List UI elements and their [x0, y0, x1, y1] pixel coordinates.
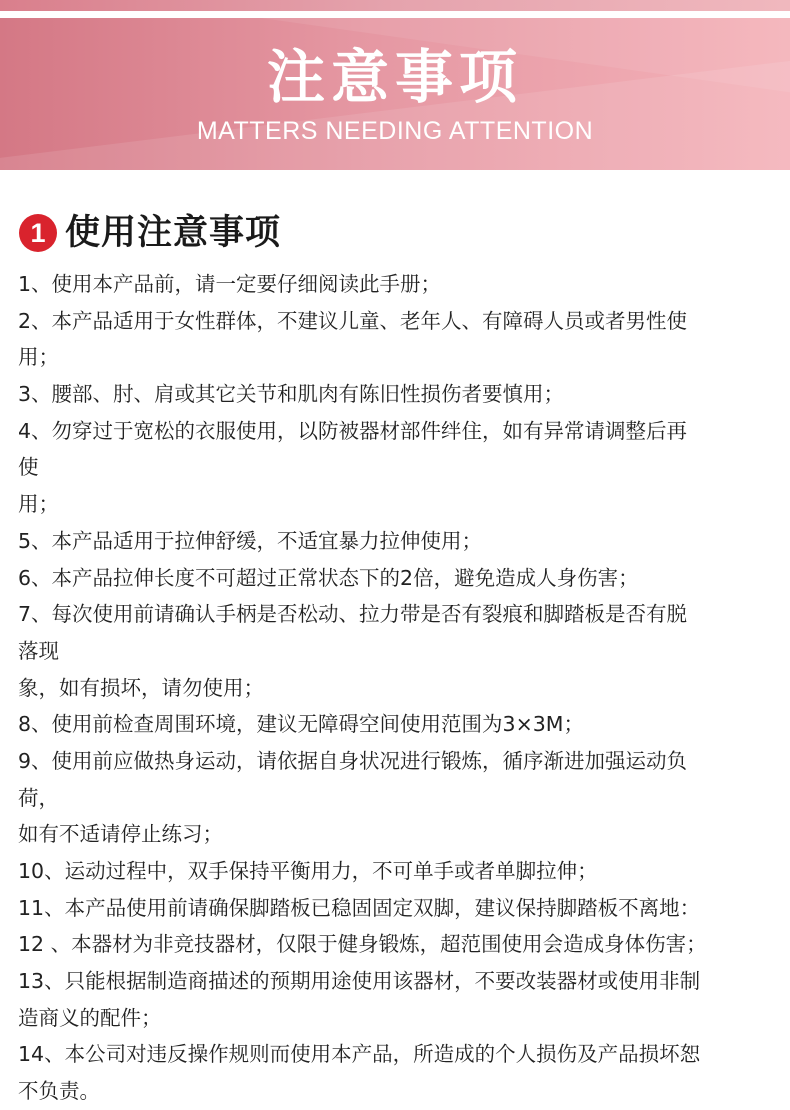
top-decorative-stripe [0, 0, 790, 11]
note-line: 11、本产品使用前请确保脚踏板已稳固固定双脚，建议保持脚踏板不离地： [18, 895, 701, 920]
banner-subtitle: MATTERS NEEDING ATTENTION [196, 117, 594, 145]
section-title: 使用注意事项 [65, 213, 282, 253]
section-header [19, 208, 281, 258]
notes-list [18, 266, 780, 1110]
note-line: 6、本产品拉伸长度不可超过正常状态下的2倍，避免造成人身伤害； [18, 565, 639, 590]
note-line: 落现 [18, 638, 59, 663]
note-line: 1、使用本产品前，请一定要仔细阅读此手册； [18, 272, 442, 296]
note-line: 8、使用前检查周围环境，建议无障碍空间使用范围为3×3M； [18, 712, 584, 737]
note-line: 14、本公司对违反操作规则而使用本产品，所造成的个人损伤及产品损坏恕 [18, 1042, 701, 1067]
note-line: 不负责。 [18, 1079, 100, 1104]
header-banner [0, 18, 790, 170]
note-line: 7、每次使用前请确认手柄是否松动、拉力带是否有裂痕和脚踏板是否有脱 [18, 602, 688, 627]
note-line: 使 [18, 455, 39, 480]
note-line: 如有不适请停止练习； [18, 822, 223, 847]
top-divider [0, 11, 790, 18]
note-line: 用； [18, 345, 59, 370]
section-number-badge: 1 [19, 214, 57, 252]
note-line: 荷， [18, 785, 59, 810]
note-line: 4、勿穿过于宽松的衣服使用，以防被器材部件绊住，如有异常请调整后再 [18, 418, 688, 443]
note-line: 5、本产品适用于拉伸舒缓，不适宜暴力拉伸使用； [18, 528, 483, 553]
note-line: 10、运动过程中，双手保持平衡用力，不可单手或者单脚拉伸； [18, 859, 598, 883]
note-line: 用； [18, 492, 59, 517]
note-line: 2、本产品适用于女性群体，不建议儿童、老年人、有障碍人员或者男性使 [18, 308, 688, 333]
note-line: 象，如有损坏，请勿使用； [18, 675, 264, 700]
banner-title: 注意事项 [266, 43, 523, 111]
note-line: 造商义的配件； [18, 1005, 162, 1030]
note-line: 13、只能根据制造商描述的预期用途使用该器材，不要改装器材或使用非制 [18, 969, 701, 994]
note-line: 12 、本器材为非竞技器材，仅限于健身锻炼，超范围使用会造成身体伤害； [18, 932, 707, 957]
note-line: 9、使用前应做热身运动，请依据自身状况进行锻炼，循序渐进加强运动负 [18, 748, 688, 773]
note-line: 3、腰部、肘、肩或其它关节和肌肉有陈旧性损伤者要慎用； [18, 382, 565, 407]
